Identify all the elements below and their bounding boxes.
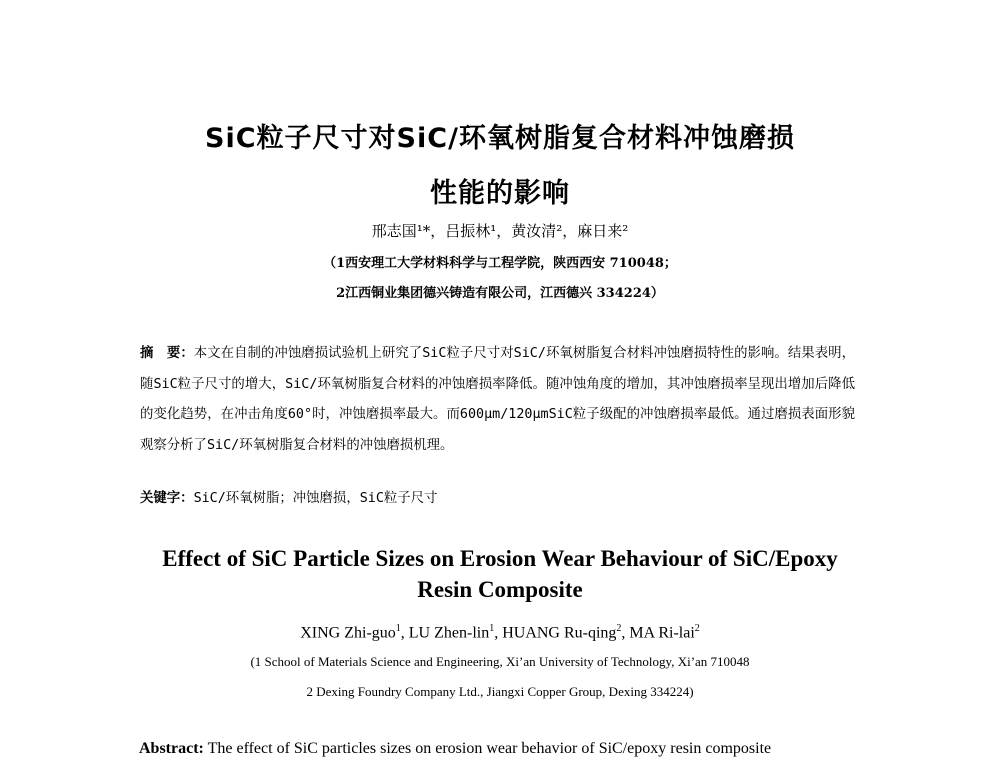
cn-title-line-1: SiC粒子尺寸对SiC/环氧树脂复合材料冲蚀磨损 <box>205 123 795 154</box>
cn-keywords <box>140 487 437 506</box>
en-author-sep: , <box>494 624 503 642</box>
en-author-name: XING Zhi-guo <box>300 624 396 642</box>
cn-abstract-label: 摘 要： <box>140 346 194 361</box>
cn-affiliation-2: 2江西铜业集团德兴铸造有限公司，江西德兴 334224） <box>336 286 664 301</box>
cn-abstract <box>140 339 855 461</box>
cn-affiliation-1: （1西安理工大学材料科学与工程学院，陕西西安 710048； <box>323 256 677 271</box>
en-author-affil: 1 <box>489 623 495 634</box>
cn-abstract-text: 本文在自制的冲蚀磨损试验机上研究了SiC粒子尺寸对SiC/环氧树脂复合材料冲蚀磨损特性的影响。结果表明，随SiC粒子尺寸的增大，SiC/环氧树脂复合材料的冲蚀磨损率降低。随冲蚀角度的增加，其冲蚀磨损率呈现出增加后降低的变化趋势，在冲击角度60°时，冲蚀磨损率最大。而600μm/120μmSiC粒子级配的冲蚀磨损率最低。通过磨损表面形貌观察分析了SiC/环氧树脂复合材料的冲蚀磨损机理。 <box>140 346 856 453</box>
cn-keywords-label: 关键字： <box>140 491 194 506</box>
en-affiliation-2: 2 Dexing Foundry Company Ltd., Jiangxi Copper Group, Dexing 334224) <box>306 684 694 699</box>
en-abstract-label: Abstract: <box>139 740 204 757</box>
en-author-name: HUANG Ru-qing <box>502 624 617 642</box>
en-affiliation-1: (1 School of Materials Science and Engineering, Xi’an University of Technology, Xi’an 710048 <box>250 654 750 669</box>
en-author-name: MA Ri-lai <box>629 624 695 642</box>
en-abstract <box>139 740 771 758</box>
en-author-name: LU Zhen-lin <box>408 624 490 642</box>
en-author-sep: , <box>400 624 409 642</box>
en-author-affil: 1 <box>395 623 401 634</box>
en-author-affil: 2 <box>616 623 622 634</box>
en-authors <box>0 623 1000 642</box>
en-author-sep: , <box>621 624 630 642</box>
cn-keywords-text: SiC/环氧树脂；冲蚀磨损，SiC粒子尺寸 <box>193 491 438 506</box>
cn-title-line-2: 性能的影响 <box>430 178 570 209</box>
cn-authors: 邢志国¹*，吕振林¹，黄汝清²，麻日来² <box>371 222 629 240</box>
en-author-affil: 2 <box>694 623 700 634</box>
en-title-line-2: Resin Composite <box>417 577 583 602</box>
en-title-line-1: Effect of SiC Particle Sizes on Erosion Wear Behaviour of SiC/Epoxy <box>162 546 838 571</box>
en-abstract-text: The effect of SiC particles sizes on erosion wear behavior of SiC/epoxy resin composite <box>203 740 772 757</box>
